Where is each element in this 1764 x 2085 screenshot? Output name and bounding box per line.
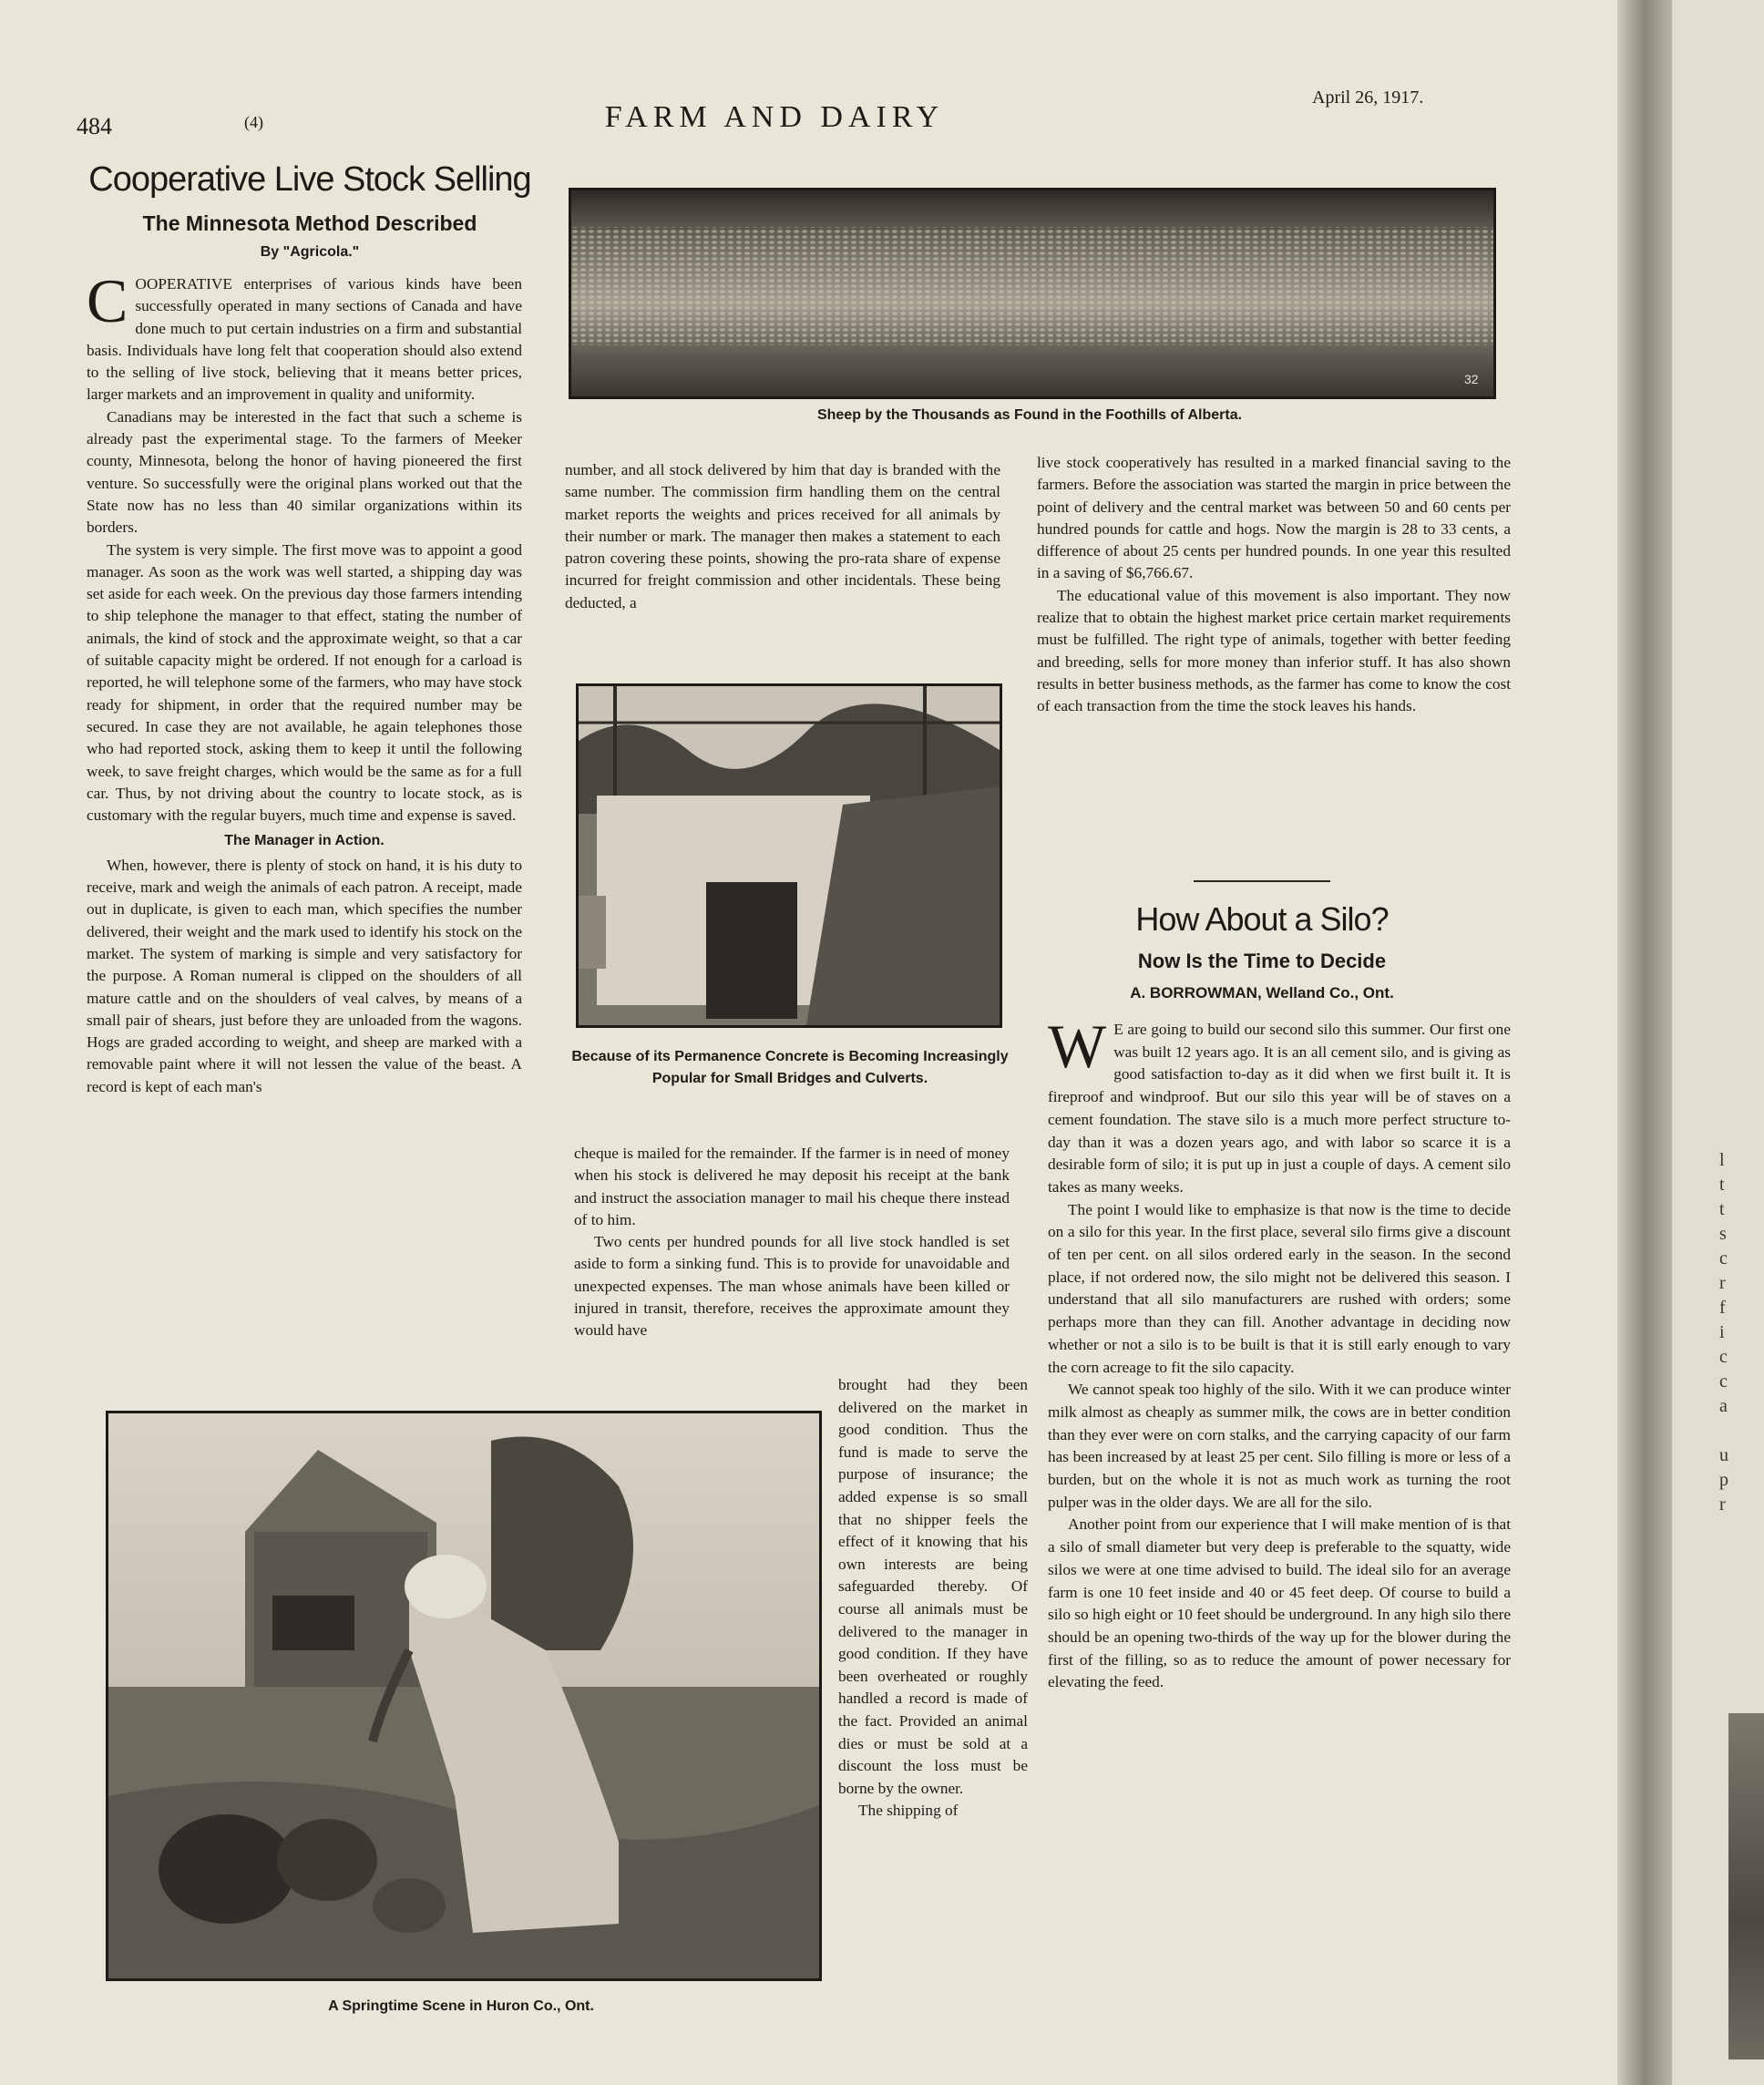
article1-subhead: The Minnesota Method Described [142, 211, 477, 235]
sheep-caption: Sheep by the Thousands as Found in the Foothills of Alberta. [816, 407, 1243, 423]
article2-headline: How About a Silo? [1135, 900, 1389, 938]
article1-para1 [87, 266, 522, 406]
article1-para3: The system is very simple. The first move was to appoint a good manager. As soon as the work was well started, a shipping day was set aside for each week. On the previous day those farmers intending to ship telephone the manager to that effect, stating the number of animals, the kind of stock and the approximate weight, so that a car of suitable capacity might be ordered. If not enough for a carload is reported, he will telephone some of the farmers, who may have stock ready for shipment, in order that the required number may be secured. In case they are not available, he again telephones those who had reported stock, asking them to keep it until the following week, to save freight charges, which would be the same as for a full car. Thus, by not driving about the country to locate stock, as is customary with the regular buyers, much time and expense is saved. [87, 540, 522, 825]
article1-column2-narrow [838, 1374, 1028, 1823]
page-gutter [1617, 0, 1672, 2085]
article2-byline: A. BORROWMAN, Welland Co., Ont. [1130, 984, 1394, 1001]
article1-column2-middle [574, 1143, 1010, 1342]
next-page-letters [1719, 1148, 1756, 1517]
edge-letter: f [1719, 1298, 1726, 1318]
article1-col2-para4: brought had they been delivered on the market in good condition. Thus the fund is made to serve the purpose of insurance; the added expense is so small that no shipper feels the effect of it knowing that his own interests are being safeguarded thereby. Of course all animals must be delivered to the manager in good condition. If they have been overheated or roughly handled a record is made of the fact. Provided an animal dies or must be sold at a discount the loss must be borne by the owner. [838, 1376, 1028, 1797]
article1-col2-para5: The shipping of [858, 1802, 959, 1820]
edge-letter: r [1719, 1494, 1726, 1515]
article1-col2-para1: number, and all stock delivered by him that day is branded with the same number. The commission firm handling them on the central market reports the weights and prices received for all animals by their number or mark. The manager then makes a statement to each patron covering these points, showing the pro-rata share of expense incurred for freight commission and other incidentals. These being deducted, a [565, 461, 1000, 611]
next-page-photo-edge [1728, 1713, 1764, 2059]
article2-para4: Another point from our experience that I will make mention of is that a silo of small diameter but very deep is preferable to the squatty, wide silos we were at one time advised to build. The ideal silo for an average farm is one 10 feet inside and 40 or 45 feet deep. Of course to build a silo so high eight or 10 feet should be underground. In any high silo there should be an opening two-thirds of the way up for the blower during the first of the filling, so as to reduce the amount of power necessary for elevating the feed. [1048, 1515, 1511, 1691]
article1-col2-para3: Two cents per hundred pounds for all live stock handled is set aside to form a sinking fund. This is to provide for unavoidable and unexpected expenses. The man whose animals have been killed or injured in transit, therefore, receives the approximate amount they would have [574, 1233, 1010, 1340]
article2-subhead: Now Is the Time to Decide [1137, 950, 1387, 972]
edge-letter: l [1719, 1150, 1725, 1170]
edge-letter: c [1719, 1371, 1728, 1392]
dropcap: W [1048, 1012, 1107, 1081]
article1-section-subhead: The Manager in Action. [224, 833, 385, 849]
article1-col3-para1: live stock cooperatively has resulted in a marked financial saving to the farmers. Before the association was started the margin in price between the point of delivery and the central market was between 50 and 60 cents per hundred pounds for cattle and hogs. Now the margin is 28 to 33 cents, a difference of about 25 cents per hundred pounds. In one year this resulted in a saving of $6,766.67. [1037, 454, 1511, 582]
next-page-edge [1672, 0, 1764, 2085]
sheep-photo [569, 188, 1496, 399]
article2-para1 [1048, 1012, 1511, 1199]
culvert-photo [576, 683, 1002, 1028]
edge-letter: u [1719, 1445, 1728, 1465]
springtime-photo [106, 1411, 822, 1981]
edge-letter: s [1719, 1224, 1727, 1244]
article1-byline: By "Agricola." [260, 244, 360, 260]
article-divider [1194, 880, 1330, 882]
edge-letter: c [1719, 1248, 1728, 1268]
photo-number: 32 [1464, 372, 1479, 386]
para-text: E are going to build our second silo this summer. Our first one was built 12 years ago. It is an all cement silo, and is giving as good satisfaction to-day as it did when we first built it. It is fireproof and windproof. But our silo this year will be of staves on a cement foundation. The stave silo is a much more perfect structure to-day than it was a dozen years ago, and with labor so scarce it is a desirable form of silo; it is put up in just a couple of days. A cement silo takes as many weeks. [1048, 1021, 1511, 1196]
edge-letter: t [1719, 1199, 1725, 1219]
article1-headline: Cooperative Live Stock Selling [88, 160, 531, 199]
article1-col2-para2: cheque is mailed for the remainder. If the farmer is in need of money when his stock is delivered he may deposit his receipt at the bank and instruct the association manager to mail his cheque there instead of to him. [574, 1145, 1010, 1228]
article1-column3 [1037, 452, 1511, 718]
article2-para3: We cannot speak too highly of the silo. With it we can produce winter milk almost as cheaply as summer milk, the cows are in better condition than they ever were on corn stalks, and the carrying capacity of our farm has been increased by at least 25 per cent. Silo filling is more or less of a burden, but on the whole it is not as much work as turning the root pulper was in the older days. We are all for the silo. [1048, 1381, 1511, 1511]
edge-letter: i [1719, 1322, 1725, 1342]
page-sub-number: (4) [244, 113, 263, 131]
article1-col3-para2: The educational value of this movement is also important. They now realize that to obtain the highest market price certain market requirements must be fulfilled. The right type of animals, together with better feeding and breeding, sells for more money than inferior stuff. It has also shown results in better business methods, as the farmer has come to know the cost of each transaction from the time the stock leaves his hands. [1037, 586, 1511, 715]
article2-body [1048, 1012, 1511, 1694]
issue-date: April 26, 1917. [1312, 87, 1424, 108]
article1-para2: Canadians may be interested in the fact that such a scheme is already past the experimental stage. To the farmers of Meeker county, Minnesota, belong the honor of having pioneered the first venture. So successfully were the original plans worked out that the State now has no less than 40 similar organizations within its borders. [87, 407, 522, 537]
edge-letter: c [1719, 1347, 1728, 1367]
para-text: OOPERATIVE enterprises of various kinds have been successfully operated in many sections of Canada and have done much to put certain industries on a firm and substantial basis. Individuals have long felt that cooperation should also extend to the selling of live stock, believing that it means better prices, larger markets and an improvement in quality and uniformity. [87, 275, 522, 404]
springtime-caption: A Springtime Scene in Huron Co., Ont. [328, 1998, 594, 2014]
masthead: FARM AND DAIRY [604, 100, 945, 134]
sheep-image [571, 190, 1493, 396]
dropcap: C [87, 266, 128, 335]
edge-letter: r [1719, 1273, 1726, 1293]
edge-letter [1719, 1419, 1756, 1443]
article1-column1 [87, 266, 522, 1098]
article2-para2: The point I would like to emphasize is that now is the time to decide on a silo for this year. In the first place, several silo firms give a discount of ten per cent. on all silos ordered early in the season. In the second place, if not ordered now, the silo might not be delivered this season. I understand that all silo manufacturers are rushed with orders; some perhaps more than they can fill. Another advantage in deciding now whether or not a silo is to be built is that it is still early enough to vary the corn acreage to fit the silo capacity. [1048, 1200, 1511, 1376]
culvert-image [579, 686, 1000, 1025]
springtime-image [108, 1413, 819, 1978]
edge-letter: p [1719, 1470, 1728, 1490]
edge-letter: t [1719, 1175, 1725, 1195]
edge-letter: a [1719, 1396, 1728, 1416]
article1-para4: When, however, there is plenty of stock on hand, it is his duty to receive, mark and weigh the animals of each patron. A receipt, made out in duplicate, is given to each man, which specifies the number delivered, their weight and the mark used to identify his stock on the market. The system of marking is simple and very satisfactory for the purpose. A Roman numeral is clipped on the shoulders of all mature cattle and on the shoulders of veal calves, by means of a small pair of shears, just before they are unloaded from the wagons. Hogs are graded according to weight, and sheep are marked with a removable paint where it will not lessen the value of the beast. A record is kept of each man's [87, 856, 522, 1095]
culvert-caption: Because of its Permanence Concrete is Becoming Increasingly Popular for Small Bridges and Culverts. [571, 1049, 1009, 1086]
page-number: 484 [77, 113, 112, 139]
article1-column2-top [565, 459, 1000, 614]
